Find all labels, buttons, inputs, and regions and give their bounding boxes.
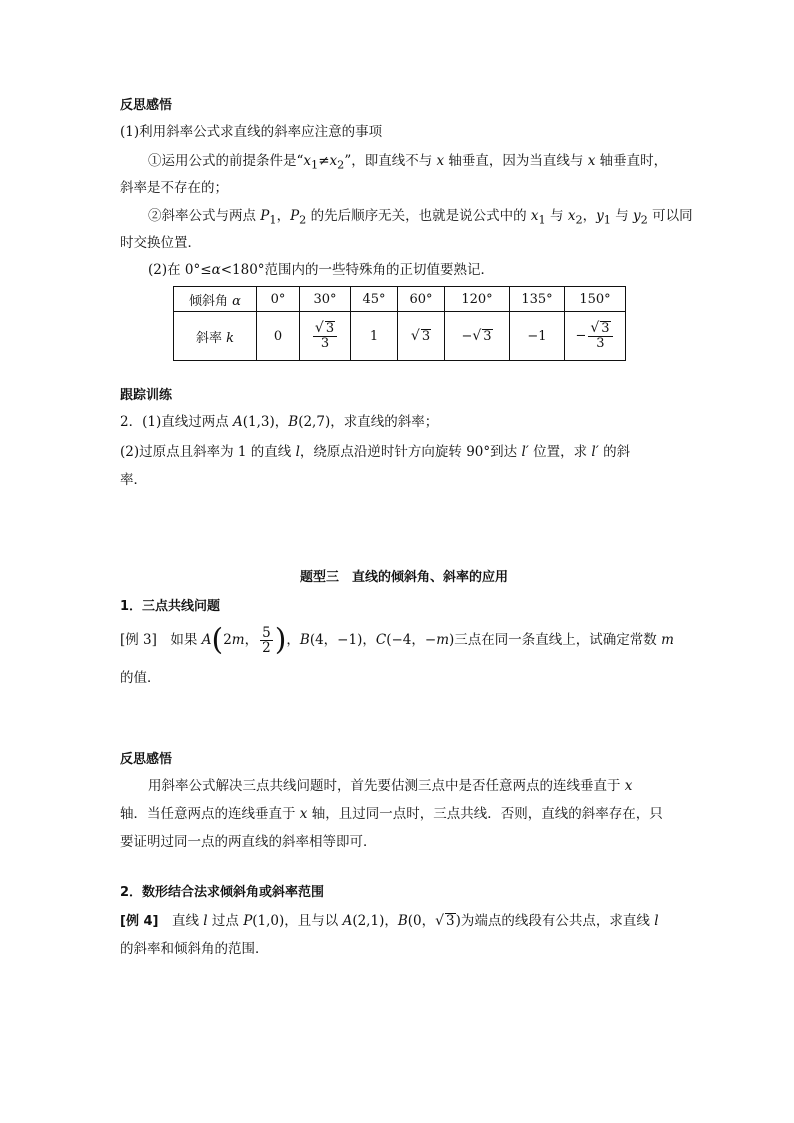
example-4-line-1 bbox=[120, 911, 659, 932]
example-4-label: [例 4] bbox=[120, 914, 159, 929]
right-paren: ) bbox=[274, 622, 287, 658]
var-a: A bbox=[201, 632, 212, 648]
sub-1: 1 bbox=[269, 213, 277, 227]
var-b: B bbox=[397, 913, 408, 929]
var-m: m bbox=[436, 632, 449, 648]
reflection-heading-1: 反思感悟 bbox=[120, 98, 173, 113]
text-run: ，绕原点沿逆时针方向旋转 90°到达 bbox=[299, 444, 522, 460]
var-l: l bbox=[295, 444, 300, 460]
neq-symbol: ≠ bbox=[318, 153, 330, 169]
example-3-line-2: 的值． bbox=[120, 670, 161, 686]
var-x: x bbox=[567, 208, 576, 224]
text-run: ②斜率公式与两点 bbox=[148, 208, 261, 224]
minus-sign: − bbox=[575, 328, 587, 344]
table-cell: 0 bbox=[257, 312, 300, 361]
text-run: ①运用公式的前提条件是“ bbox=[148, 153, 304, 169]
radical-sign: √ bbox=[410, 328, 420, 344]
text-run: 与 bbox=[610, 208, 634, 224]
var-k: k bbox=[226, 330, 235, 346]
example-3-line-1 bbox=[120, 622, 674, 658]
var-x: x bbox=[299, 806, 308, 822]
text-run: )为端点的线段有公共点，求直线 bbox=[455, 913, 655, 929]
label-text: 斜率 bbox=[195, 330, 227, 346]
condition-1-line-2: 斜率是不存在的； bbox=[120, 180, 228, 196]
text-run: 的先后顺序无关，也就是说公式中的 bbox=[306, 208, 531, 224]
text-run: 2 bbox=[223, 632, 232, 648]
reflection-point-2 bbox=[148, 260, 494, 280]
sub-2: 2 bbox=[575, 213, 583, 227]
text-run: <180°范围内的一些特殊角的正切值要熟记． bbox=[220, 262, 495, 278]
left-paren: ( bbox=[211, 622, 224, 658]
var-x: x bbox=[530, 208, 539, 224]
text-run: )三点在同一条直线上，试确定常数 bbox=[449, 632, 662, 648]
radicand: 3 bbox=[421, 329, 431, 344]
radicand: 3 bbox=[446, 913, 455, 929]
reflection-point-1: (1)利用斜率公式求直线的斜率应注意的事项 bbox=[120, 124, 383, 140]
example-4-line-2: 的斜率和倾斜角的范围． bbox=[120, 941, 269, 957]
text-run: 的斜 bbox=[598, 444, 631, 460]
var-m: m bbox=[661, 632, 674, 648]
var-l: l bbox=[203, 913, 208, 929]
condition-2-line-2: 时交换位置． bbox=[120, 235, 201, 251]
text-run: 用斜率公式解决三点共线问题时，首先要估测三点中是否任意两点的连线垂直于 bbox=[148, 778, 625, 794]
var-x: x bbox=[436, 153, 445, 169]
denominator: 2 bbox=[262, 640, 271, 656]
subtopic-1: 1．三点共线问题 bbox=[120, 599, 221, 614]
text-run: 可以同 bbox=[647, 208, 693, 224]
table-cell: 45° bbox=[351, 287, 398, 312]
reflection-2-line-1 bbox=[148, 776, 632, 796]
var-p: P bbox=[243, 913, 253, 929]
var-b: B bbox=[299, 632, 310, 648]
reflection-2-line-2 bbox=[120, 804, 663, 824]
table-cell: 150° bbox=[565, 287, 626, 312]
sub-2: 2 bbox=[299, 213, 307, 227]
sub-1: 1 bbox=[603, 213, 611, 227]
reflection-2-line-3: 要证明过同一点的两直线的斜率相等即可． bbox=[120, 834, 377, 850]
radical-sign: √ bbox=[314, 320, 324, 336]
text-run: (2)过原点且斜率为 1 的直线 bbox=[120, 444, 296, 460]
text-run: [例 3] 如果 bbox=[120, 632, 202, 648]
text-run: 过点 bbox=[207, 913, 244, 929]
text-run: (2)在 0°≤ bbox=[148, 262, 212, 278]
var-l-prime: l′ bbox=[591, 444, 599, 460]
var-p: P bbox=[260, 208, 270, 224]
table-cell: 135° bbox=[510, 287, 565, 312]
text-run: ， bbox=[286, 632, 300, 648]
text-run: 直线 bbox=[158, 913, 204, 929]
var-a: A bbox=[233, 414, 243, 430]
condition-2-line-1 bbox=[148, 206, 693, 231]
text-run: 轴垂直，因为当直线与 bbox=[444, 153, 588, 169]
radicand: 3 bbox=[325, 321, 335, 336]
sub-2: 2 bbox=[640, 213, 648, 227]
table-cell bbox=[300, 312, 351, 361]
var-y: y bbox=[596, 208, 604, 224]
table-cell: 0° bbox=[257, 287, 300, 312]
denominator: 3 bbox=[320, 336, 330, 351]
table-cell: 1 bbox=[351, 312, 398, 361]
table-row-slopes bbox=[174, 312, 626, 361]
denominator: 3 bbox=[596, 336, 605, 351]
text-run: ， bbox=[582, 208, 597, 224]
sub-2: 2 bbox=[337, 158, 345, 172]
var-y: y bbox=[633, 208, 641, 224]
var-l-prime: l′ bbox=[521, 444, 529, 460]
text-run: (2,7)，求直线的斜率； bbox=[298, 414, 439, 430]
var-x: x bbox=[624, 778, 633, 794]
minus-sign: − bbox=[461, 329, 473, 344]
reflection-heading-2: 反思感悟 bbox=[120, 752, 173, 767]
sub-1: 1 bbox=[311, 158, 319, 172]
text-run: (1,0)，且与以 bbox=[252, 913, 343, 929]
table-row-angles bbox=[174, 287, 626, 312]
text-run: (0， bbox=[407, 913, 436, 929]
fraction bbox=[313, 321, 337, 351]
text-run: 轴，且过同一点时，三点共线．否则，直线的斜率存在，只 bbox=[307, 806, 663, 822]
table-cell: 30° bbox=[300, 287, 351, 312]
table-cell: −1 bbox=[510, 312, 565, 361]
var-a: A bbox=[342, 913, 353, 929]
var-x: x bbox=[303, 153, 312, 169]
var-p: P bbox=[290, 208, 300, 224]
text-run: 轴垂直时， bbox=[595, 153, 668, 169]
var-alpha: α bbox=[211, 262, 221, 278]
text-run: ， bbox=[276, 208, 291, 224]
radicand: 3 bbox=[483, 329, 492, 344]
sub-1: 1 bbox=[538, 213, 546, 227]
table-cell bbox=[398, 312, 445, 361]
text-run: 2．(1)直线过两点 bbox=[120, 414, 234, 430]
fraction-5-2 bbox=[260, 626, 273, 655]
table-header-angle bbox=[174, 287, 257, 312]
table-cell bbox=[445, 312, 510, 361]
var-b: B bbox=[288, 414, 299, 430]
var-c: C bbox=[375, 632, 387, 648]
radical-sign: √ bbox=[590, 320, 600, 336]
practice-question-1 bbox=[120, 412, 438, 432]
text-run: 与 bbox=[545, 208, 568, 224]
condition-1-line-1 bbox=[148, 151, 667, 176]
var-x: x bbox=[587, 153, 596, 169]
var-alpha: α bbox=[232, 293, 241, 309]
table-header-slope bbox=[174, 312, 257, 361]
text-run: (1,3)， bbox=[242, 414, 289, 430]
fraction bbox=[588, 321, 612, 351]
text-run: (4，−1)， bbox=[309, 632, 376, 648]
var-x: x bbox=[329, 153, 338, 169]
table-cell: 120° bbox=[445, 287, 510, 312]
var-m: m bbox=[231, 632, 245, 648]
label-text: 倾斜角 bbox=[189, 293, 233, 309]
radical-sign: √ bbox=[435, 913, 445, 929]
text-run: 位置，求 bbox=[528, 444, 592, 460]
text-run: (−4，− bbox=[386, 632, 437, 648]
table-cell bbox=[565, 312, 626, 361]
text-run: (2,1)， bbox=[352, 913, 398, 929]
text-run: 轴．当任意两点的连线垂直于 bbox=[120, 806, 300, 822]
radicand: 3 bbox=[601, 321, 610, 336]
radical-sign: √ bbox=[472, 328, 482, 344]
practice-question-2-line-2: 率． bbox=[120, 472, 147, 488]
numerator: 5 bbox=[262, 625, 271, 641]
practice-heading: 跟踪训练 bbox=[120, 388, 173, 403]
subtopic-2: 2．数形结合法求倾斜角或斜率范围 bbox=[120, 885, 325, 900]
text-run: ， bbox=[244, 632, 259, 648]
section-title: 题型三 直线的倾斜角、斜率的应用 bbox=[300, 570, 509, 585]
var-l: l bbox=[654, 913, 659, 929]
tangent-table bbox=[173, 286, 626, 361]
table-cell: 60° bbox=[398, 287, 445, 312]
practice-question-2-line-1 bbox=[120, 442, 630, 462]
text-run: ”，即直线不与 bbox=[344, 153, 437, 169]
